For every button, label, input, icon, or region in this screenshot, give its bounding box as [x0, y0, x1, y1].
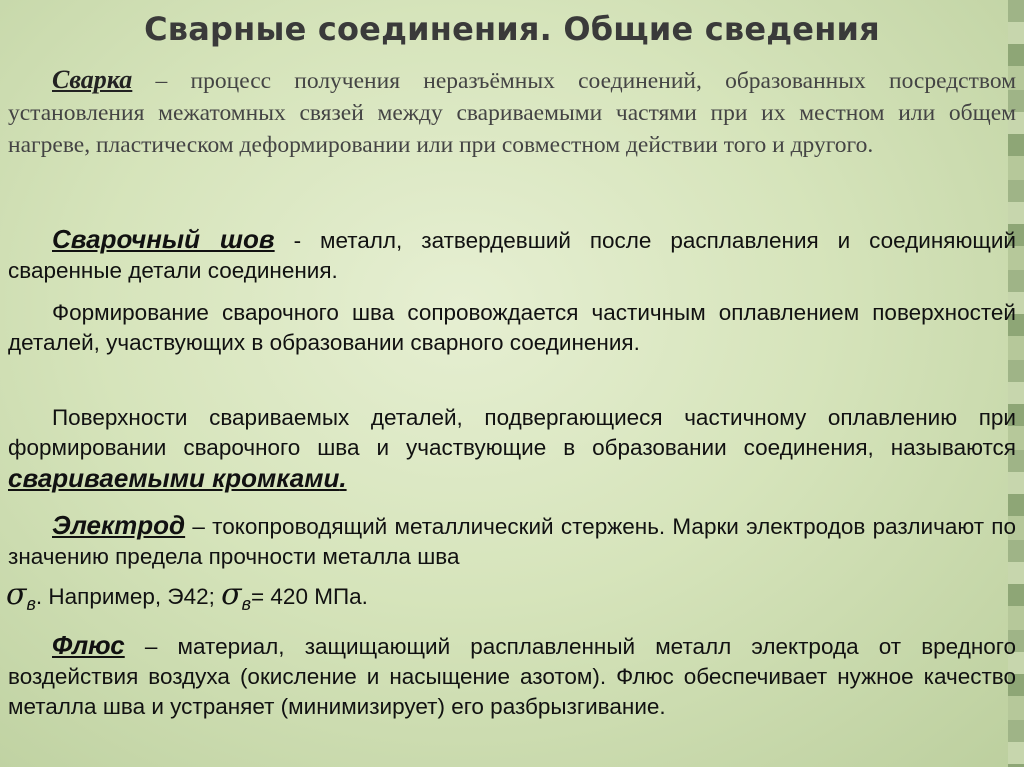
welding-text: – процесс получения неразъёмных соединений, образованных посредством установления межатомных связей между свариваемыми частями при их местном или общем нагреве, пластическом деформировании или при совместном действии того и другого.: [8, 68, 1016, 158]
electrode-value: = 420 МПа.: [251, 584, 368, 609]
sigma-subscript: в: [241, 594, 252, 614]
seam-text: - металл, затвердевший после расплавления и соединяющий сваренные детали соединения.: [8, 228, 1017, 283]
welding-term: Сварка: [52, 65, 133, 94]
sigma-subscript: в: [26, 594, 36, 614]
seam-definition: [8, 224, 1016, 286]
edges-paragraph: [8, 403, 1016, 495]
flux-definition: [8, 630, 1016, 722]
electrode-example-text: . Например, Э42;: [35, 584, 215, 609]
flux-text: – материал, защищающий расплавленный металл электрода от вредного воздействия воздуха (окисление и насыщение азотом). Флюс обеспечивает нужное качество металла шва и устраняет (минимизирует) его разбрызгивание.: [8, 634, 1016, 719]
electrode-example: [6, 577, 1014, 619]
edges-text: Поверхности свариваемых деталей, подвергающиеся частичному оплавлению при формировании сварочного шва и участвующие в образовании соединения, называются: [8, 405, 1016, 460]
forming-text: Формирование сварочного шва сопровождается частичным оплавлением поверхностей деталей, участвующих в образовании сварного соединения.: [8, 300, 1016, 355]
sigma-symbol: σ: [6, 577, 27, 612]
electrode-text: – токопроводящий металлический стержень. Марки электродов различают по значению предела прочности металла шва: [8, 514, 1016, 569]
slide-title: Сварные соединения. Общие сведения: [144, 10, 880, 48]
flux-term: Флюс: [52, 630, 125, 660]
edges-term: свариваемыми кромками: [8, 463, 340, 493]
electrode-definition: [8, 510, 1016, 572]
seam-term: Сварочный шов: [52, 224, 275, 254]
welding-definition: [8, 64, 1016, 161]
electrode-term: Электрод: [52, 510, 186, 540]
sigma-symbol: σ: [221, 577, 242, 612]
forming-paragraph: [8, 298, 1016, 358]
edges-end: .: [339, 463, 347, 493]
